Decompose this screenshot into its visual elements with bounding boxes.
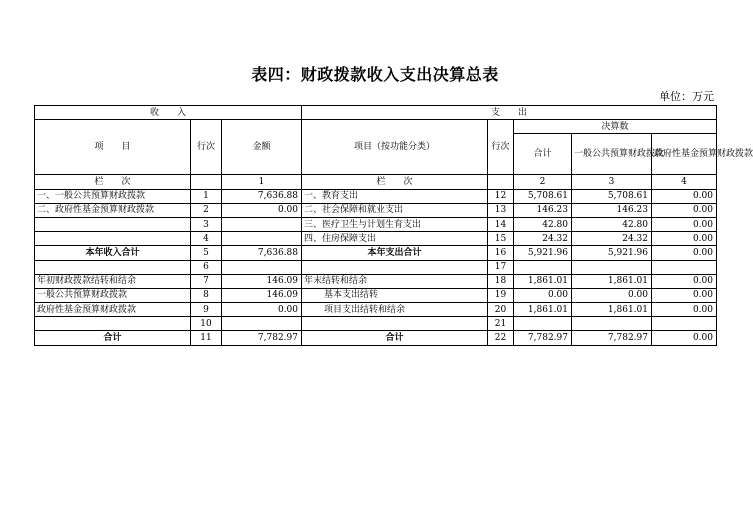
expense-item [302, 317, 488, 331]
income-item-header: 项 目 [35, 120, 191, 175]
expense-line-no: 21 [488, 317, 514, 331]
table-row [35, 303, 717, 317]
expense-line-no: 13 [488, 203, 514, 217]
expense-general-budget: 1,861.01 [572, 274, 652, 288]
table-row [35, 288, 717, 302]
expense-line-no: 17 [488, 260, 514, 274]
table-row [35, 274, 717, 288]
expense-general-budget: 146.23 [572, 203, 652, 217]
income-item: 年初财政拨款结转和结余 [35, 274, 191, 288]
expense-item [302, 260, 488, 274]
income-amount: 7,782.97 [222, 331, 302, 345]
expense-item: 本年支出合计 [302, 246, 488, 260]
lan-ci-label: 栏 次 [302, 175, 488, 189]
income-line-no: 2 [191, 203, 222, 217]
income-amount: 0.00 [222, 303, 302, 317]
final-accounts-table [34, 105, 753, 346]
expense-line-no: 15 [488, 232, 514, 246]
expense-gov-fund: 0.00 [652, 189, 717, 203]
expense-line-no: 20 [488, 303, 514, 317]
income-item: 本年收入合计 [35, 246, 191, 260]
expense-total: 146.23 [514, 203, 572, 217]
income-item [35, 317, 191, 331]
income-amount: 146.09 [222, 274, 302, 288]
income-line-no: 6 [191, 260, 222, 274]
expense-gov-fund: 0.00 [652, 232, 717, 246]
income-amount [222, 217, 302, 231]
income-amount: 0.00 [222, 203, 302, 217]
expense-gov-fund: 0.00 [652, 331, 717, 345]
income-amount-header: 金额 [222, 120, 302, 175]
expense-total: 42.80 [514, 217, 572, 231]
expense-header: 支 出 [302, 106, 717, 120]
expense-total: 24.32 [514, 232, 572, 246]
income-item: 一般公共预算财政拨款 [35, 288, 191, 302]
general-budget-header: 一般公共预算财政拨款 [572, 134, 652, 175]
income-line-no: 9 [191, 303, 222, 317]
table-row [35, 317, 717, 331]
expense-gov-fund: 0.00 [652, 217, 717, 231]
income-amount: 7,636.88 [222, 246, 302, 260]
expense-item: 二、社会保障和就业支出 [302, 203, 488, 217]
expense-general-budget: 24.32 [572, 232, 652, 246]
income-line-no: 10 [191, 317, 222, 331]
table-row [35, 260, 717, 274]
total-header: 合计 [514, 134, 572, 175]
income-item [35, 217, 191, 231]
expense-total: 5,921.96 [514, 246, 572, 260]
expense-line-no: 18 [488, 274, 514, 288]
expense-item: 基本支出结转 [302, 288, 488, 302]
expense-gov-fund [652, 260, 717, 274]
income-header: 收 入 [35, 106, 302, 120]
grand-total-row [35, 331, 717, 345]
table-row [35, 217, 717, 231]
income-line-no: 1 [191, 189, 222, 203]
empty-cell [488, 175, 514, 189]
col-index-4: 4 [652, 175, 717, 189]
income-line-no: 4 [191, 232, 222, 246]
empty-cell [191, 175, 222, 189]
expense-total: 0.00 [514, 288, 572, 302]
expense-gov-fund: 0.00 [652, 203, 717, 217]
expense-line-no: 19 [488, 288, 514, 302]
expense-total: 1,861.01 [514, 303, 572, 317]
expense-general-budget: 1,861.01 [572, 303, 652, 317]
income-line-no-header: 行次 [191, 120, 222, 175]
expense-gov-fund: 0.00 [652, 246, 717, 260]
col-index-3: 3 [572, 175, 652, 189]
gov-fund-header: 政府性基金预算财政拨款 [652, 134, 717, 175]
final-accounts-header: 决算数 [514, 120, 717, 134]
expense-gov-fund: 0.00 [652, 274, 717, 288]
expense-general-budget: 42.80 [572, 217, 652, 231]
column-index-row [35, 175, 717, 189]
income-amount [222, 317, 302, 331]
expense-line-no: 16 [488, 246, 514, 260]
expense-general-budget [572, 317, 652, 331]
income-item [35, 260, 191, 274]
income-amount: 146.09 [222, 288, 302, 302]
income-line-no: 5 [191, 246, 222, 260]
expense-total [514, 317, 572, 331]
header-row-1 [35, 106, 717, 120]
expense-line-no-header: 行次 [488, 120, 514, 175]
expense-gov-fund: 0.00 [652, 288, 717, 302]
income-amount [222, 232, 302, 246]
table-row [35, 232, 717, 246]
income-item: 二、政府性基金预算财政拨款 [35, 203, 191, 217]
expense-general-budget [572, 260, 652, 274]
expense-general-budget: 0.00 [572, 288, 652, 302]
expense-item: 项目支出结转和结余 [302, 303, 488, 317]
expense-general-budget: 5,708.61 [572, 189, 652, 203]
income-item [35, 232, 191, 246]
unit-label: 单位：万元 [659, 90, 714, 103]
income-line-no: 8 [191, 288, 222, 302]
expense-total: 5,708.61 [514, 189, 572, 203]
table-row [35, 189, 717, 203]
expense-general-budget: 7,782.97 [572, 331, 652, 345]
expense-item: 三、医疗卫生与计划生育支出 [302, 217, 488, 231]
expense-gov-fund: 0.00 [652, 303, 717, 317]
expense-item: 年末结转和结余 [302, 274, 488, 288]
income-line-no: 11 [191, 331, 222, 345]
expense-general-budget: 5,921.96 [572, 246, 652, 260]
income-line-no: 3 [191, 217, 222, 231]
subtotal-row [35, 246, 717, 260]
income-item: 一、一般公共预算财政拨款 [35, 189, 191, 203]
lan-ci-label: 栏 次 [35, 175, 191, 189]
income-item: 合计 [35, 331, 191, 345]
expense-line-no: 22 [488, 331, 514, 345]
expense-total: 1,861.01 [514, 274, 572, 288]
table-row [35, 203, 717, 217]
expense-line-no: 14 [488, 217, 514, 231]
col-index-1: 1 [222, 175, 302, 189]
expense-total: 7,782.97 [514, 331, 572, 345]
expense-item: 一、教育支出 [302, 189, 488, 203]
income-amount [222, 260, 302, 274]
expense-total [514, 260, 572, 274]
report-title: 表四：财政拨款收入支出决算总表 [251, 65, 499, 84]
income-amount: 7,636.88 [222, 189, 302, 203]
col-index-2: 2 [514, 175, 572, 189]
expense-item: 合计 [302, 331, 488, 345]
header-row-2 [35, 120, 717, 134]
income-item: 政府性基金预算财政拨款 [35, 303, 191, 317]
expense-item-header: 项目（按功能分类） [302, 120, 488, 175]
expense-line-no: 12 [488, 189, 514, 203]
expense-item: 四、住房保障支出 [302, 232, 488, 246]
income-line-no: 7 [191, 274, 222, 288]
expense-gov-fund [652, 317, 717, 331]
